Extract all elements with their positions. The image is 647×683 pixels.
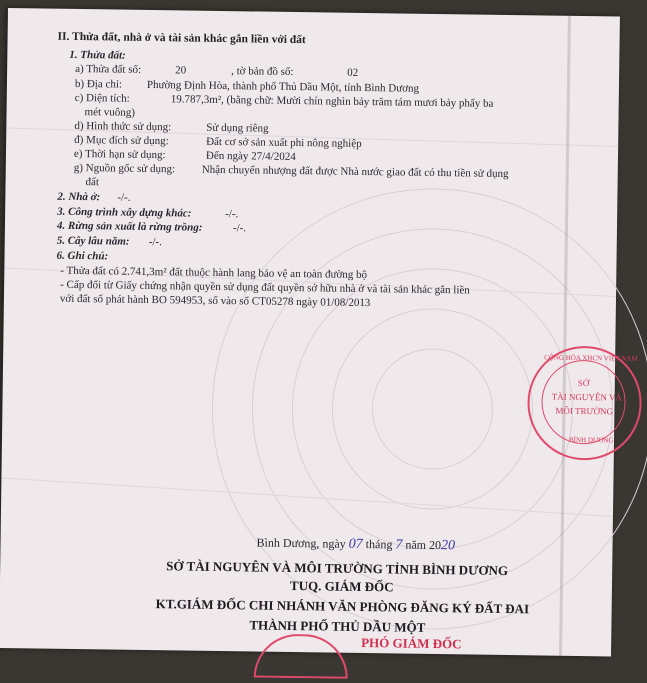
forest-value: -/-. bbox=[232, 222, 247, 235]
note-line-1: - Thửa đất có 2.741,3m² đất thuộc hành lang bảo vệ an toàn đường bộ bbox=[60, 264, 368, 282]
seal-line-1: SỞ bbox=[577, 377, 590, 389]
note-line-2: - Cấp đổi từ Giấy chứng nhận quyền sử dụng đất quyền sở hữu nhà ở và tài sản khác gắn liền bbox=[60, 278, 470, 297]
map-value: 02 bbox=[347, 66, 359, 79]
year-value: 20 bbox=[440, 538, 456, 554]
certificate-page bbox=[0, 8, 638, 656]
term-label: e) Thời hạn sử dụng: bbox=[73, 147, 166, 162]
purpose-label: đ) Mục đích sử dụng: bbox=[74, 133, 169, 148]
seal-bottom-text: BÌNH DƯƠNG bbox=[568, 435, 614, 445]
org-name: SỞ TÀI NGUYÊN VÀ MÔI TRƯỜNG TỈNH BÌNH DƯƠNG bbox=[166, 558, 509, 579]
perennial-value: -/-. bbox=[148, 235, 162, 249]
area-value-cont: mét vuông) bbox=[84, 106, 136, 119]
branch-title: KT.GIÁM ĐỐC CHI NHÁNH VĂN PHÒNG ĐĂNG KÝ ĐẤT ĐAI bbox=[155, 596, 530, 617]
parcel-label: a) Thửa đất số: bbox=[75, 62, 142, 76]
area-label: c) Diện tích: bbox=[74, 91, 130, 105]
place-date bbox=[256, 536, 455, 555]
notes-heading: 6. Ghi chú: bbox=[56, 249, 109, 263]
address-value: Phường Định Hòa, thành phố Thủ Dầu Một, tỉnh Bình Dương bbox=[146, 78, 420, 95]
official-seal bbox=[527, 345, 643, 461]
house-label: 2. Nhà ở: bbox=[57, 190, 101, 204]
area-value: 19.787,3m², (bằng chữ: Mười chín nghìn bảy trăm tám mươi bảy phẩy ba bbox=[170, 93, 494, 110]
construction-label: 3. Công trình xây dựng khác: bbox=[57, 205, 192, 220]
place-date-label: Bình Dương, ngày bbox=[256, 535, 346, 551]
perennial-label: 5. Cây lâu năm: bbox=[56, 234, 130, 248]
address-label: b) Địa chỉ: bbox=[74, 77, 123, 91]
year-label: năm 20 bbox=[405, 537, 442, 553]
seal-top-text: CỘNG HÒA XHCN VIỆT NAM bbox=[544, 353, 638, 363]
forest-label: 4. Rừng sản xuất là rừng trồng: bbox=[56, 219, 203, 234]
land-heading: 1. Thửa đất: bbox=[69, 48, 126, 62]
month-value: 7 bbox=[395, 537, 403, 553]
origin-label: g) Nguồn gốc sử dụng: bbox=[73, 161, 176, 176]
origin-value: Nhận chuyển nhượng đất được Nhà nước giao đất có thu tiền sử dụng bbox=[201, 163, 509, 181]
map-label: , tờ bản đồ số: bbox=[231, 65, 294, 78]
note-line-3: với đất số phát hành BO 594953, số vào sổ CT05278 ngày 01/08/2013 bbox=[59, 292, 371, 310]
seal-line-3: MÔI TRƯỜNG bbox=[555, 405, 614, 417]
usage-form-label: d) Hình thức sử dụng: bbox=[74, 119, 172, 134]
city-title: THÀNH PHỐ THỦ DẦU MỘT bbox=[249, 617, 426, 635]
construction-value: -/-. bbox=[225, 208, 239, 221]
deputy-director-title: PHÓ GIÁM ĐỐC bbox=[361, 634, 462, 652]
day-value: 07 bbox=[348, 536, 363, 553]
term-value: Đến ngày 27/4/2024 bbox=[205, 149, 296, 164]
usage-form-value: Sử dụng riêng bbox=[206, 121, 269, 135]
purpose-value: Đất cơ sở sản xuất phi nông nghiệp bbox=[206, 135, 362, 150]
tuq-title: TUQ. GIÁM ĐỐC bbox=[289, 577, 394, 595]
parcel-value: 20 bbox=[175, 64, 187, 77]
origin-value-cont: đất bbox=[85, 176, 100, 189]
section-title: II. Thửa đất, nhà ở và tài sản khác gắn liền với đất bbox=[57, 30, 306, 47]
seal-line-2: TÀI NGUYÊN VÀ bbox=[551, 391, 623, 403]
house-value: -/-. bbox=[117, 191, 131, 204]
month-label: tháng bbox=[365, 537, 393, 552]
